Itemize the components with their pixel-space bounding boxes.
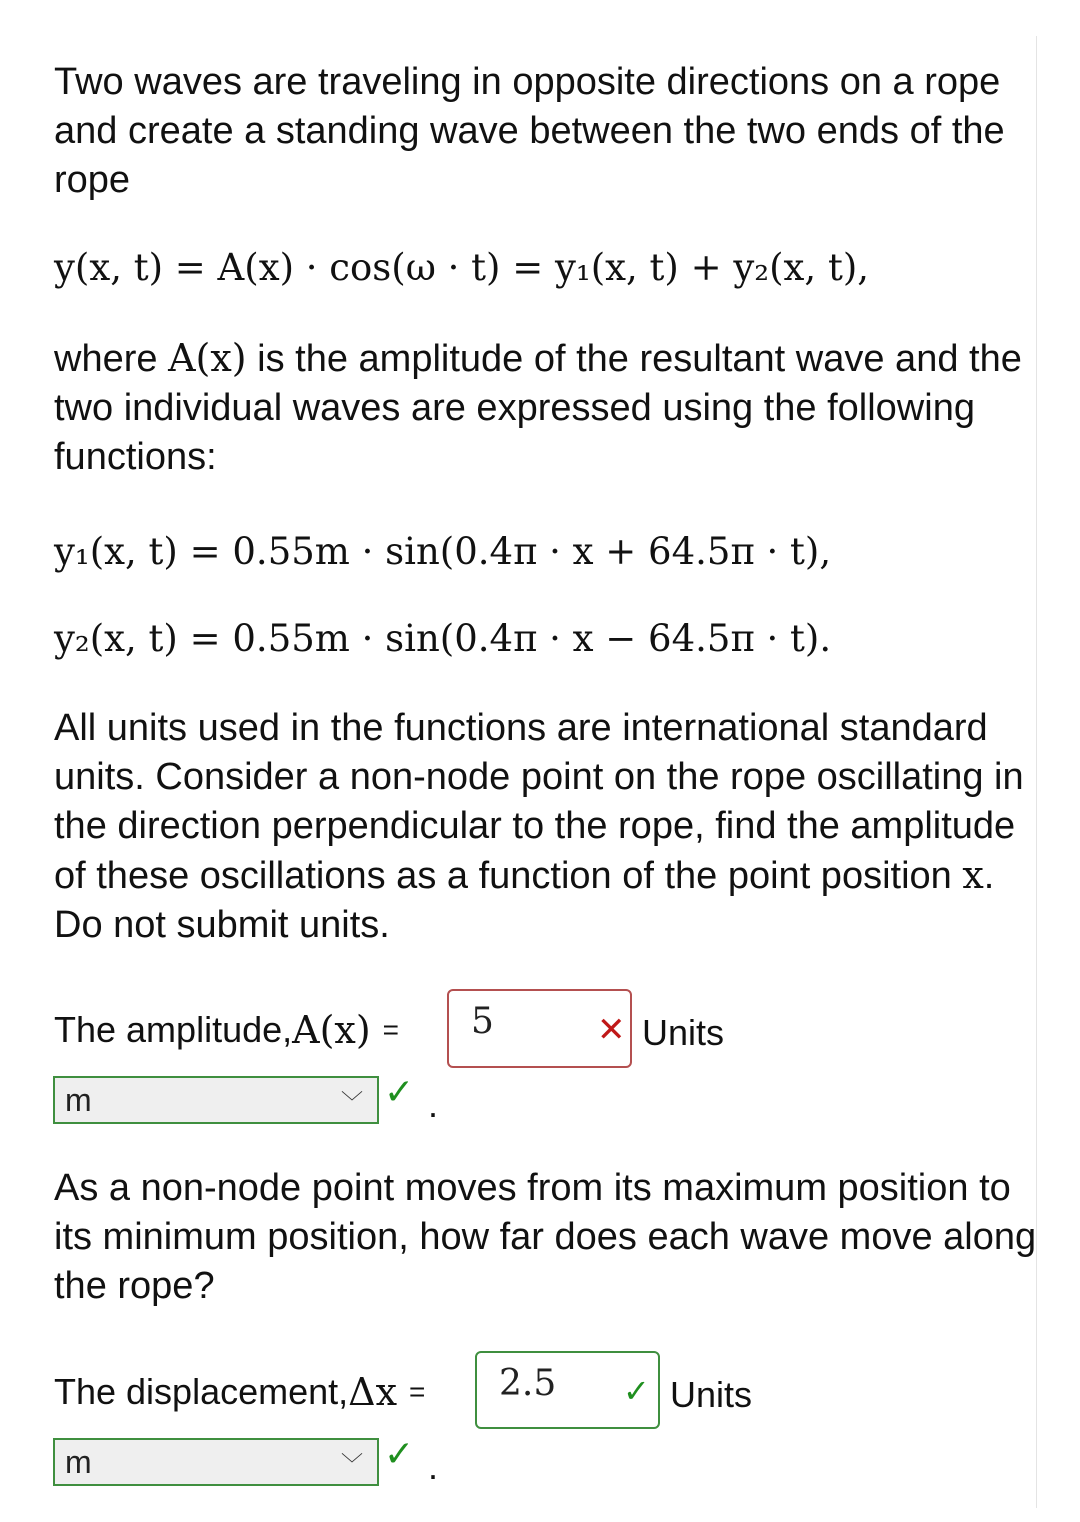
amplitude-answer-input[interactable] <box>447 989 632 1068</box>
amplitude-label-math: A(x) <box>292 1008 371 1052</box>
chevron-down-icon: ﹀ <box>340 1091 363 1116</box>
instructions-text <box>54 704 1039 950</box>
displacement-equals: = <box>409 1376 426 1407</box>
displacement-units-label: Units <box>670 1374 753 1415</box>
amplitude-answer-value: 5 <box>471 1001 494 1042</box>
cross-icon: ✕ <box>597 1010 626 1050</box>
chevron-down-icon: ﹀ <box>340 1453 363 1478</box>
amplitude-units-label: Units <box>642 1012 725 1053</box>
displacement-question-text: As a non-node point moves from its maximum position to its minimum position, how far does each wave move along the rope? <box>54 1167 1037 1307</box>
wave-y1-equation: y₁(x, t) = 0.55m · sin(0.4π · x + 64.5π · t), <box>54 530 832 573</box>
where-text <box>54 334 1039 482</box>
displacement-label-math: Δx <box>348 1370 398 1414</box>
where-suffix: is the amplitude of the resultant wave and the two individual waves are expressed using the following functions: <box>54 338 1022 478</box>
where-math: A(x) <box>168 336 247 380</box>
checkmark-icon: ✓ <box>384 1072 415 1113</box>
instructions-math: x <box>962 853 984 897</box>
displacement-answer-value: 2.5 <box>499 1363 557 1404</box>
displacement-answer-input[interactable] <box>475 1351 660 1429</box>
amplitude-question-label <box>54 1008 409 1052</box>
intro-text: Two waves are traveling in opposite directions on a rope and create a standing wave between the two ends of the rope <box>54 61 1005 201</box>
checkmark-icon: ✓ <box>623 1372 650 1410</box>
standing-wave-equation: y(x, t) = A(x) · cos(ω · t) = y₁(x, t) + y₂(x, t), <box>54 246 870 289</box>
instructions-prefix: All units used in the functions are international standard units. Consider a non-node point on the rope oscillating in the direction perpendicular to the rope, find the amplitude of these oscillations as a function of the point position <box>54 707 1024 897</box>
displacement-question-label <box>54 1370 435 1414</box>
amplitude-units-select[interactable] <box>53 1076 379 1124</box>
displacement-label: The displacement, <box>54 1371 349 1412</box>
displacement-units-value: m <box>65 1444 92 1480</box>
displacement-period: . <box>428 1446 439 1487</box>
amplitude-equals: = <box>382 1014 400 1045</box>
where-prefix: where <box>54 338 169 380</box>
amplitude-units-value: m <box>65 1082 92 1118</box>
wave-y2-equation: y₂(x, t) = 0.55m · sin(0.4π · x − 64.5π · t). <box>54 617 832 660</box>
amplitude-label: The amplitude, <box>54 1009 293 1050</box>
checkmark-icon: ✓ <box>384 1434 415 1475</box>
displacement-units-select[interactable] <box>53 1438 379 1486</box>
amplitude-period: . <box>428 1084 439 1125</box>
instructions-suffix: . Do not submit units. <box>54 855 995 946</box>
